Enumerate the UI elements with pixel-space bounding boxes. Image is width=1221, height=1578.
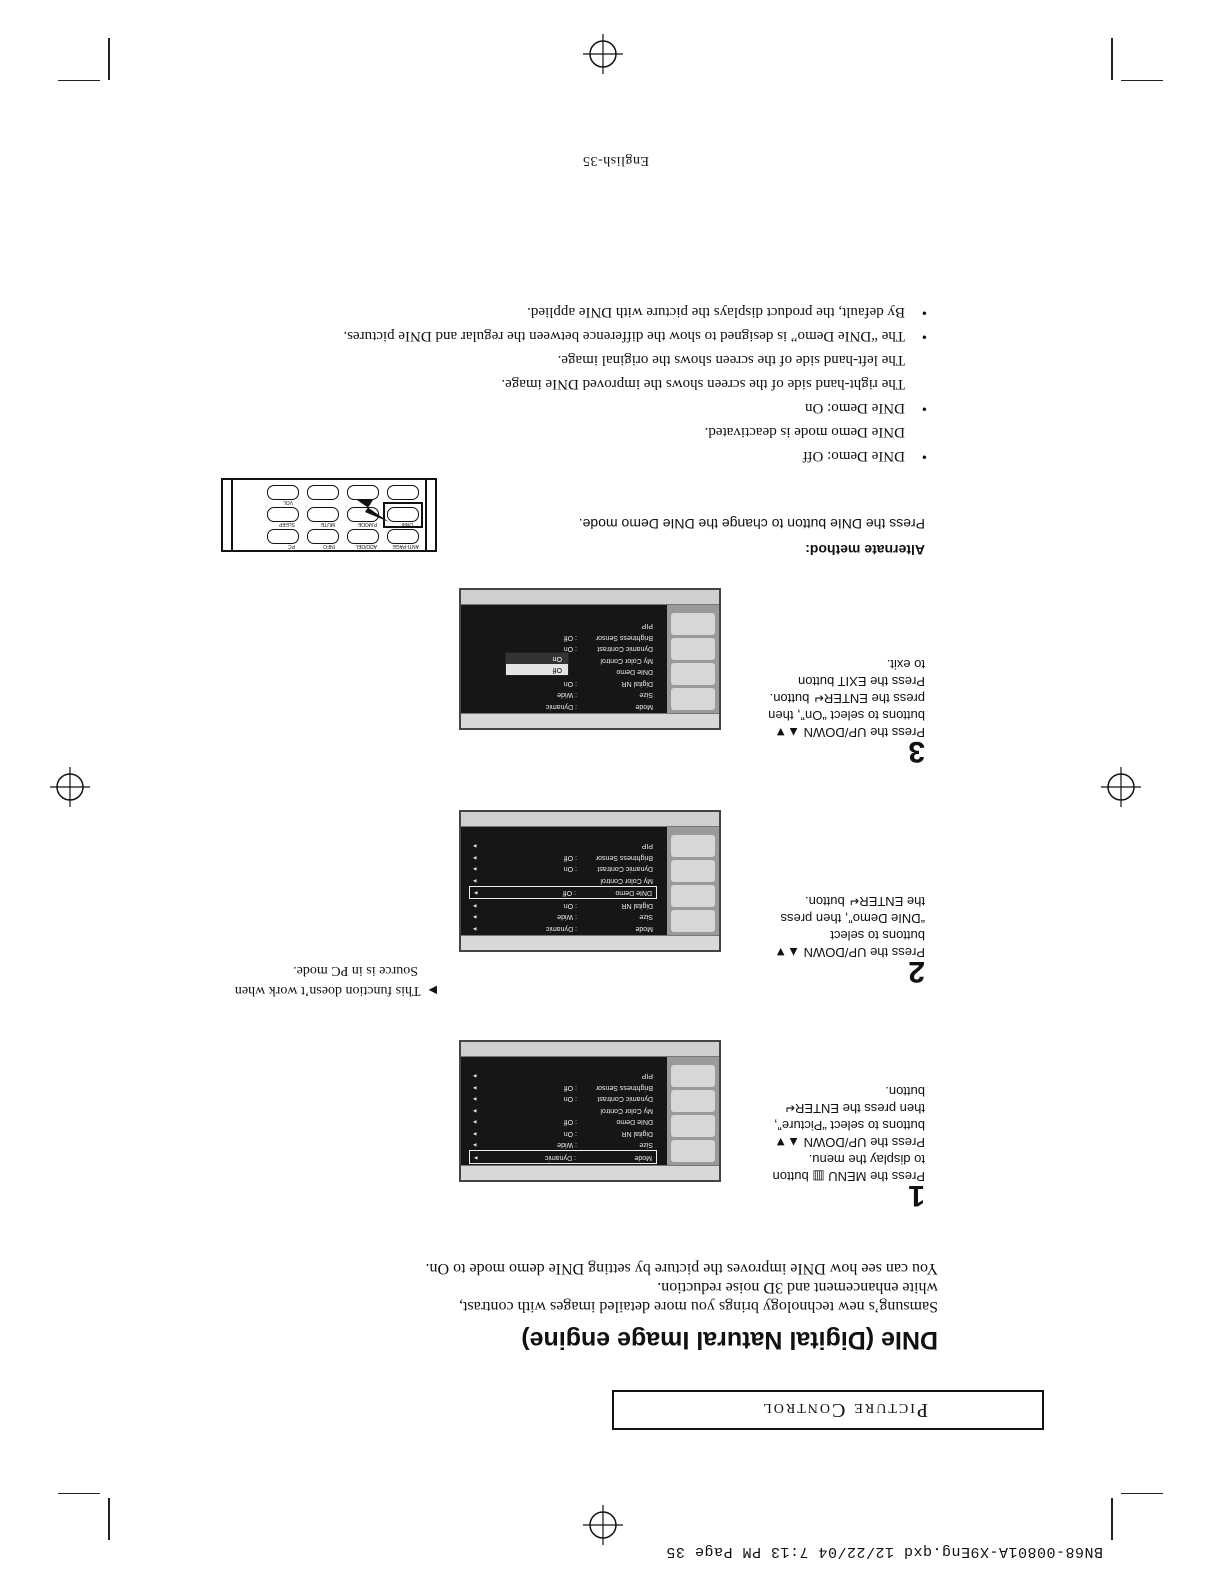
menu-row: Dynamic Contrast : On ▸: [473, 865, 653, 873]
remote-button: [307, 529, 339, 544]
step-line: Press the UP/DOWN ▲▼: [774, 1135, 925, 1150]
menu-row: Digital NR : On: [563, 680, 653, 687]
alternate-method: [579, 516, 925, 558]
step-number: 1: [908, 1179, 925, 1212]
step-3: [725, 656, 925, 768]
registration-mark-icon: [1101, 767, 1141, 807]
menu-row: Brightness Sensor : Off ▸: [473, 1084, 653, 1091]
bullet-item: • The “DNIe Demo” is designed to show the difference between the regular and DNIe pictures.: [343, 324, 933, 348]
screen-status-bar: [461, 1042, 719, 1057]
section-header: [612, 1390, 1044, 1430]
note-line: This function doesn’t work when: [234, 983, 421, 998]
menu-rows: [469, 1070, 657, 1164]
print-slug: BN68-00801A-X9Eng.qxd 12/22/04 7:13 PM Page 35: [665, 1543, 1103, 1560]
screen-status-bar: [461, 812, 719, 827]
crop-mark: [1121, 80, 1163, 81]
page-title: DNIe (Digital Natural Image engine): [521, 1326, 938, 1354]
step-number: 2: [908, 955, 925, 988]
remote-button: [267, 529, 299, 544]
crop-mark: [58, 1493, 100, 1494]
menu-row: My Color Control ▸: [473, 877, 653, 884]
step-number: 3: [908, 735, 925, 768]
remote-button: [387, 529, 419, 544]
note-arrow-icon: ▶: [428, 984, 437, 996]
screen-title-bar: [461, 1165, 719, 1180]
note: [187, 961, 437, 1000]
note-line: Source is in PC mode.: [293, 963, 418, 978]
remote-button: [347, 529, 379, 544]
menu-row: PIP ▸: [473, 842, 653, 850]
bullet-subline: The left-hand side of the screen shows the original image.: [557, 352, 905, 368]
menu-row: Brightness Sensor : Off: [563, 634, 653, 641]
step-2: [725, 893, 925, 988]
screen-sidebar: [667, 827, 719, 935]
step-line: button.: [885, 1084, 925, 1099]
remote-dnie-button: [387, 507, 419, 522]
step-line: the ENTER↵ button.: [804, 894, 925, 909]
pointer-arrow-icon: [351, 496, 391, 526]
screen-title-bar: [461, 713, 719, 728]
step-line: buttons to select “Picture”,: [773, 1118, 925, 1133]
popup-option-off: Off: [552, 666, 562, 673]
remote-label: ANTI-PAGE: [392, 543, 419, 549]
remote-label: PC: [288, 543, 295, 549]
step-line: then press the ENTER↵: [784, 1101, 925, 1116]
menu-row: DNIe Demo: [616, 668, 653, 676]
screen-status-bar: [461, 590, 719, 605]
crop-mark: [58, 80, 100, 81]
crop-mark: [1111, 1498, 1113, 1540]
step-line: buttons to select: [830, 928, 925, 943]
bullet-subline: DNIe Demo mode is deactivated.: [704, 424, 905, 440]
popup-option-on: On: [506, 653, 568, 664]
menu-screenshot-3: [459, 588, 721, 730]
page-number: English-35: [582, 153, 649, 168]
intro-line: white enhancement and 3D noise reduction.: [657, 1279, 938, 1296]
menu-row: PIP ▸: [473, 1072, 653, 1080]
bullet-item: • DNIe Demo: Off: [343, 444, 933, 468]
remote-button: [267, 485, 299, 500]
intro-line: Samsung’s new technology brings you more detailed images with contrast,: [458, 1298, 938, 1315]
remote-label: SLEEP: [278, 521, 295, 527]
crop-mark: [108, 38, 110, 80]
remote-button: [267, 507, 299, 522]
menu-row: Brightness Sensor : Off ▸: [473, 854, 653, 861]
menu-row: DNIe Demo : Off ▸: [469, 886, 657, 900]
remote-button: [387, 485, 419, 500]
section-title: Picture Control: [761, 1399, 928, 1422]
menu-row: Mode : Dynamic: [545, 703, 653, 710]
bullet-item: • DNIe Demo: On: [343, 396, 933, 420]
remote-label: P.MODE: [357, 521, 377, 527]
menu-row: Size : Wide: [557, 691, 653, 699]
screen-sidebar: [667, 605, 719, 713]
menu-row: Mode : Dynamic ▸: [473, 925, 653, 932]
menu-row: Size : Wide ▸: [473, 913, 653, 921]
menu-row: Size : Wide ▸: [473, 1141, 653, 1149]
registration-mark-icon: [50, 767, 90, 807]
step-line: buttons to select “On”, then: [768, 708, 925, 723]
step-line: to exit.: [886, 657, 925, 672]
menu-row: PIP: [641, 622, 653, 630]
registration-mark-icon: [583, 1505, 623, 1545]
step-line: to display the menu.: [808, 1152, 925, 1167]
registration-mark-icon: [583, 34, 623, 74]
screen-title-bar: [461, 935, 719, 950]
menu-screenshot-1: [459, 1040, 721, 1182]
menu-rows: [469, 840, 657, 934]
option-popup: [505, 652, 569, 676]
remote-label: DNIe: [401, 521, 413, 527]
step-line: Press the UP/DOWN ▲▼: [774, 945, 925, 960]
remote-label: ADD/DEL: [355, 543, 377, 549]
crop-mark: [1111, 38, 1113, 80]
menu-row: Dynamic Contrast : On: [563, 645, 653, 653]
alternate-text: Press the DNIe button to change the DNIe Demo mode.: [578, 516, 925, 532]
menu-row: DNIe Demo : Off ▸: [473, 1118, 653, 1126]
menu-row: Digital NR : On ▸: [473, 1130, 653, 1137]
step-line: Press the EXIT button: [798, 674, 925, 689]
remote-label: MUTE: [320, 521, 335, 527]
remote-label: VOL: [282, 499, 293, 505]
bullet-list: [343, 300, 933, 468]
menu-row: Digital NR : On ▸: [473, 902, 653, 909]
step-line: press the ENTER↵ button.: [769, 691, 925, 706]
step-line: Press the MENU ▥ button: [772, 1169, 925, 1184]
remote-button: [307, 485, 339, 500]
screen-sidebar: [667, 1057, 719, 1165]
menu-row: My Color Control ▸: [473, 1107, 653, 1114]
menu-row: My Color Control: [600, 657, 653, 664]
remote-button: [307, 507, 339, 522]
remote-label: INFO: [323, 543, 335, 549]
step-line: “DNIe Demo”, then press: [780, 911, 925, 926]
menu-row: Dynamic Contrast : On ▸: [473, 1095, 653, 1103]
intro-text: [278, 1259, 938, 1316]
bullet-item: • By default, the product displays the picture with DNIe applied.: [343, 300, 933, 324]
crop-mark: [1121, 1493, 1163, 1494]
crop-mark: [108, 1498, 110, 1540]
intro-line: You can see how DNIe improves the picture by setting DNIe demo mode to On.: [425, 1260, 938, 1277]
step-line: Press the UP/DOWN ▲▼: [774, 725, 925, 740]
step-1: [725, 1083, 925, 1212]
menu-row: Mode : Dynamic ▸: [469, 1151, 657, 1165]
remote-control-illustration: [221, 478, 437, 552]
menu-screenshot-2: [459, 810, 721, 952]
bullet-subline: The right-hand side of the screen shows the improved DNIe image.: [501, 376, 905, 392]
alternate-heading: Alternate method:: [805, 542, 925, 558]
